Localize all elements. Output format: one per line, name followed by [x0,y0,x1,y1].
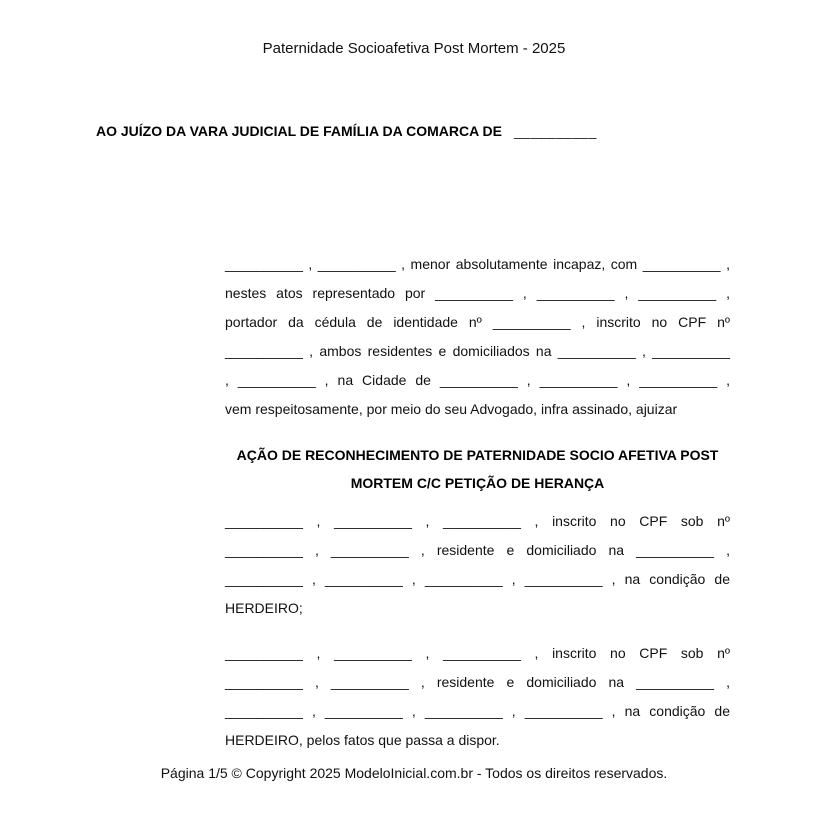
paragraph-qualification [225,250,730,424]
paragraph-line: __________ , ambos residentes e domiciliados na __________ , __________ [225,343,730,359]
paragraph-line: vem respeitosamente, por meio do seu Advogado, infra assinado, ajuizar [225,401,678,417]
action-title-line: AÇÃO DE RECONHECIMENTO DE PATERNIDADE SOCIO AFETIVA POST [236,447,719,463]
paragraph-line: , __________ , na Cidade de __________ , __________ , __________ , [225,372,730,388]
paragraph-heir-1 [225,507,730,623]
document-body [225,250,730,755]
paragraph-line: __________ , __________ , __________ , __________ , na condição de [225,703,730,719]
paragraph-line: portador da cédula de identidade nº __________ , inscrito no CPF nº [225,314,730,330]
paragraph-line: __________ , __________ , __________ , __________ , na condição de [225,571,730,587]
action-title-line: MORTEM C/C PETIÇÃO DE HERANÇA [350,475,605,491]
court-addressee-text: AO JUÍZO DA VARA JUDICIAL DE FAMÍLIA DA COMARCA DE [96,123,503,139]
action-title [225,441,730,497]
paragraph-line: __________ , __________ , __________ , inscrito no CPF sob nº [225,513,730,529]
page-title: Paternidade Socioafetiva Post Mortem - 2025 [262,40,566,57]
paragraph-line: __________ , __________ , menor absolutamente incapaz, com __________ , [225,256,730,272]
page-footer: Página 1/5 © Copyright 2025 ModeloInicial.com.br - Todos os direitos reservados. [160,765,668,781]
paragraph-heir-2 [225,639,730,755]
paragraph-line: __________ , __________ , residente e domiciliado na __________ , [225,674,730,690]
paragraph-line: __________ , __________ , __________ , inscrito no CPF sob nº [225,645,730,661]
court-addressee [96,123,756,140]
paragraph-line: HERDEIRO; [225,600,303,616]
paragraph-line: HERDEIRO, pelos fatos que passa a dispor. [225,732,500,748]
paragraph-line: __________ , __________ , residente e domiciliado na __________ , [225,542,730,558]
court-addressee-blank: __________ [514,123,597,139]
paragraph-line: nestes atos representado por __________ , __________ , __________ , [225,285,730,301]
